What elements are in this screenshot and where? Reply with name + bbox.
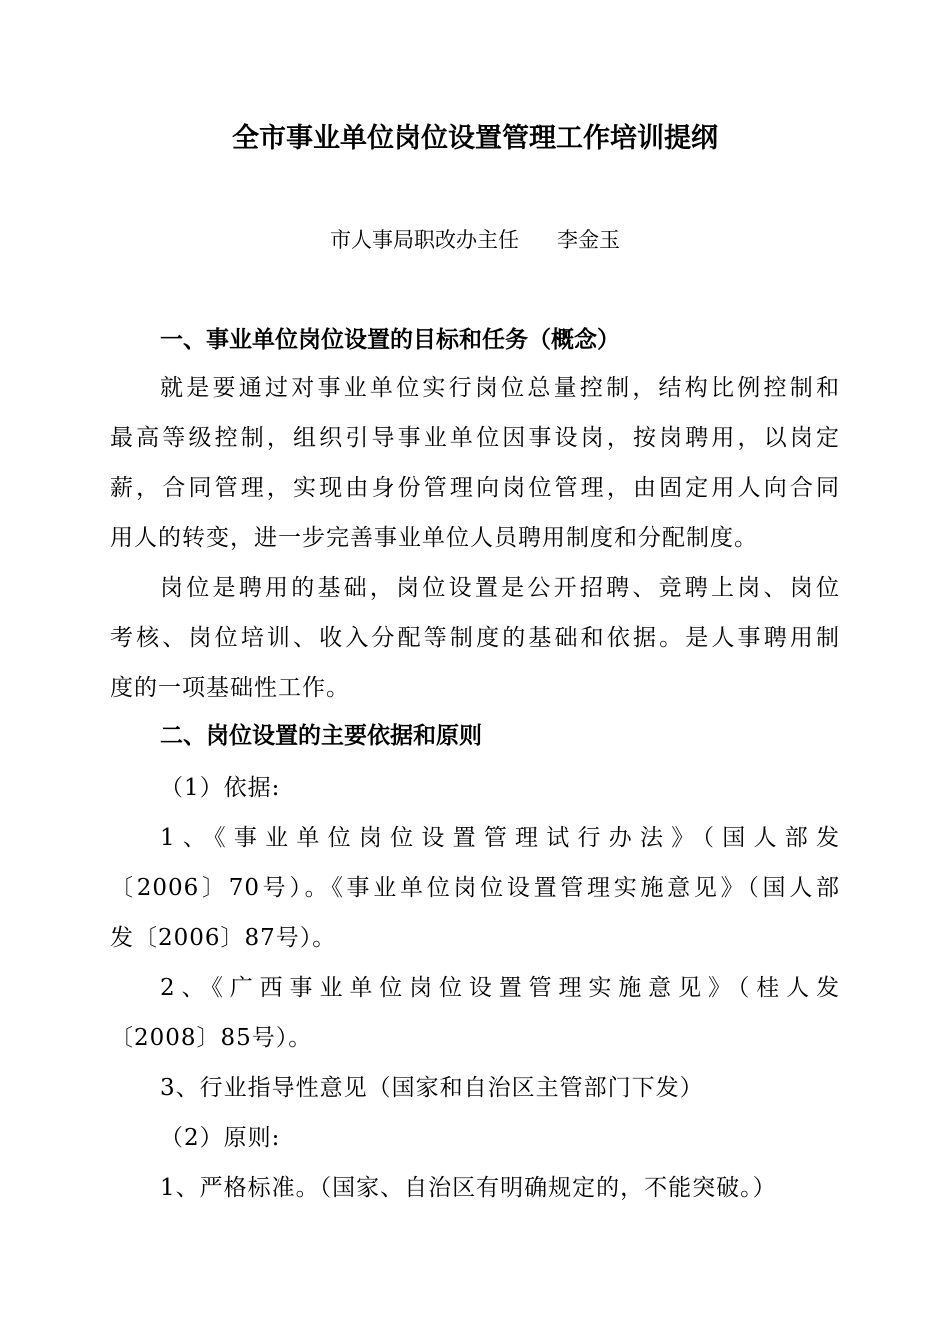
basis-item-2-line: 2、《广西事业单位岗位设置管理实施意见》（桂人发 (160, 975, 840, 1001)
section-2-heading: 二、岗位设置的主要依据和原则 (160, 723, 482, 749)
paragraph-line: 就是要通过对事业单位实行岗位总量控制，结构比例控制和 (160, 375, 840, 401)
author-name: 李金玉 (557, 228, 620, 252)
basis-label: （1）依据: (160, 775, 281, 801)
paragraph-line: 考核、岗位培训、收入分配等制度的基础和依据。是人事聘用制 (110, 625, 840, 651)
author-role: 市人事局职改办主任 (330, 228, 519, 252)
principle-item-1: 1、严格标准。（国家、自治区有明确规定的，不能突破。） (160, 1175, 777, 1201)
paragraph-line: 度的一项基础性工作。 (110, 675, 350, 701)
paragraph-line: 用人的转变，进一步完善事业单位人员聘用制度和分配制度。 (110, 525, 758, 551)
basis-item-1-line: 〔2006〕70号）。《事业单位岗位设置管理实施意见》（国人部 (110, 875, 840, 901)
basis-item-1-line: 1、《事业单位岗位设置管理试行办法》（国人部发 (160, 825, 840, 851)
document-title: 全市事业单位岗位设置管理工作培训提纲 (232, 123, 718, 154)
basis-item-3: 3、行业指导性意见（国家和自治区主管部门下发） (160, 1075, 704, 1101)
principle-label: （2）原则: (160, 1125, 281, 1151)
paragraph-line: 最高等级控制，组织引导事业单位因事设岗，按岗聘用，以岗定 (110, 425, 840, 451)
author-line (0, 222, 950, 258)
section-1-heading: 一、事业单位岗位设置的目标和任务（概念） (160, 327, 620, 353)
basis-item-2-line: 〔2008〕85号）。 (110, 1025, 313, 1051)
paragraph-line: 岗位是聘用的基础，岗位设置是公开招聘、竞聘上岗、岗位 (160, 575, 840, 601)
basis-item-1-line: 发〔2006〕87号）。 (110, 925, 337, 951)
paragraph-line: 薪，合同管理，实现由身份管理向岗位管理，由固定用人向合同 (110, 475, 840, 501)
